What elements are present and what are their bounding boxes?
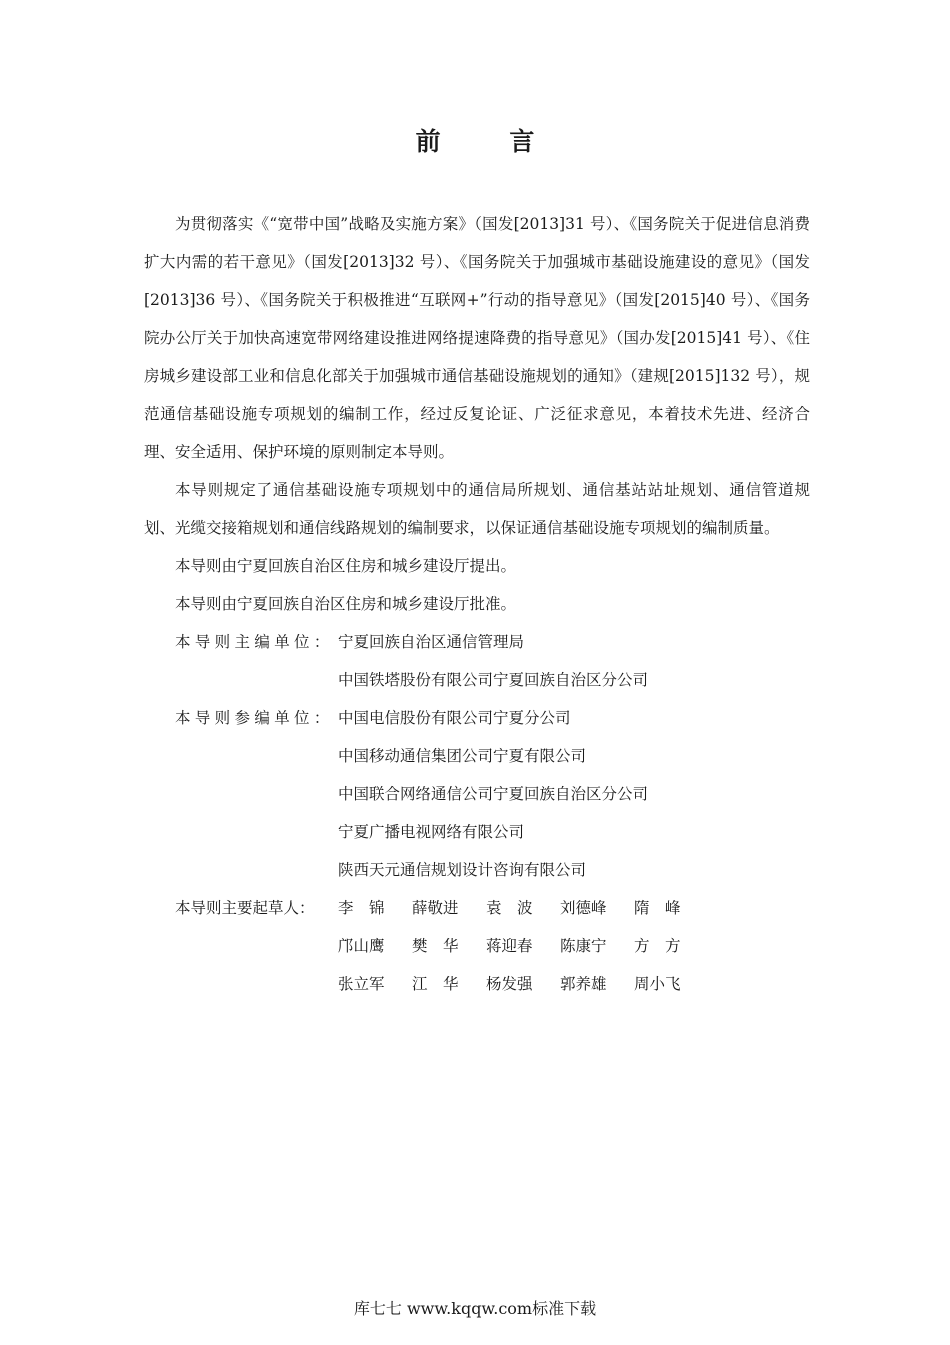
chief-editor-unit: 中国铁塔股份有限公司宁夏回族自治区分公司 (338, 671, 649, 689)
approved-by: 本导则由宁夏回族自治区住房和城乡建设厅批准。 (175, 595, 517, 613)
drafter-row (338, 927, 681, 965)
participants-label: 本导则参编单位： (175, 709, 334, 727)
participant-unit: 陕西天元通信规划设计咨询有限公司 (338, 861, 587, 879)
scope-paragraph: 本导则规定了通信基础设施专项规划中的通信局所规划、通信基站站址规划、通信管道规划、光缆交接箱规划和通信线路规划的编制要求，以保证通信基础设施专项规划的编制质量。 (144, 481, 810, 537)
drafter-row (338, 889, 681, 927)
drafter-name: 李 锦 (338, 899, 385, 917)
drafter-name: 杨发强 (486, 975, 533, 993)
drafter-row (338, 965, 681, 1003)
page-title: 前 言 (415, 127, 565, 156)
proposed-by: 本导则由宁夏回族自治区住房和城乡建设厅提出。 (175, 557, 517, 575)
participant-unit: 中国电信股份有限公司宁夏分公司 (338, 709, 571, 727)
chief-editor-label: 本导则主编单位： (175, 633, 334, 651)
intro-paragraph: 为贯彻落实《“宽带中国”战略及实施方案》（国发[2013]31 号）、《国务院关于促进信息消费扩大内需的若干意见》（国发[2013]32 号）、《国务院关于加强城市基础设施建设的意见》（国发[2013]36 号）、《国务院关于积极推进“互联网+”行动的指导意见》（国发[2015]40 号）、《国务院办公厅关于加快高速宽带网络建设推进网络提速降费的指导意见》（国办发[2015]41 号）、《住房城乡建设部工业和信息化部关于加强城市通信基础设施规划的通知》（建规[2015]132 号），规范通信基础设施专项规划的编制工作，经过反复论证、广泛征求意见，本着技术先进、经济合理、安全适用、保护环境的原则制定本导则。 (144, 215, 810, 461)
participant-unit: 宁夏广播电视网络有限公司 (338, 823, 525, 841)
drafter-name: 蒋迎春 (486, 937, 533, 955)
document-body (144, 205, 810, 1003)
drafter-name: 隋 峰 (634, 899, 681, 917)
chief-editor-units (144, 623, 810, 699)
drafters-label: 本导则主要起草人： (175, 899, 315, 917)
participant-unit: 中国联合网络通信公司宁夏回族自治区分公司 (338, 785, 649, 803)
drafter-name: 袁 波 (486, 899, 533, 917)
drafter-name: 刘德峰 (560, 899, 607, 917)
drafter-name: 江 华 (412, 975, 459, 993)
drafter-name: 张立军 (338, 975, 385, 993)
footer-watermark-text: 库七七 www.kqqw.com标准下载 (353, 1299, 597, 1318)
drafter-name: 薛敬进 (412, 899, 459, 917)
drafter-name: 陈康宁 (560, 937, 607, 955)
drafter-name: 樊 华 (412, 937, 459, 955)
participating-units (144, 699, 810, 889)
drafter-name: 郭养雄 (560, 975, 607, 993)
chief-editor-unit: 宁夏回族自治区通信管理局 (338, 633, 525, 651)
drafter-name: 邝山鹰 (338, 937, 385, 955)
participant-unit: 中国移动通信集团公司宁夏有限公司 (338, 747, 587, 765)
drafter-name: 周小飞 (634, 975, 681, 993)
drafter-name: 方 方 (634, 937, 681, 955)
main-drafters (144, 889, 810, 1003)
